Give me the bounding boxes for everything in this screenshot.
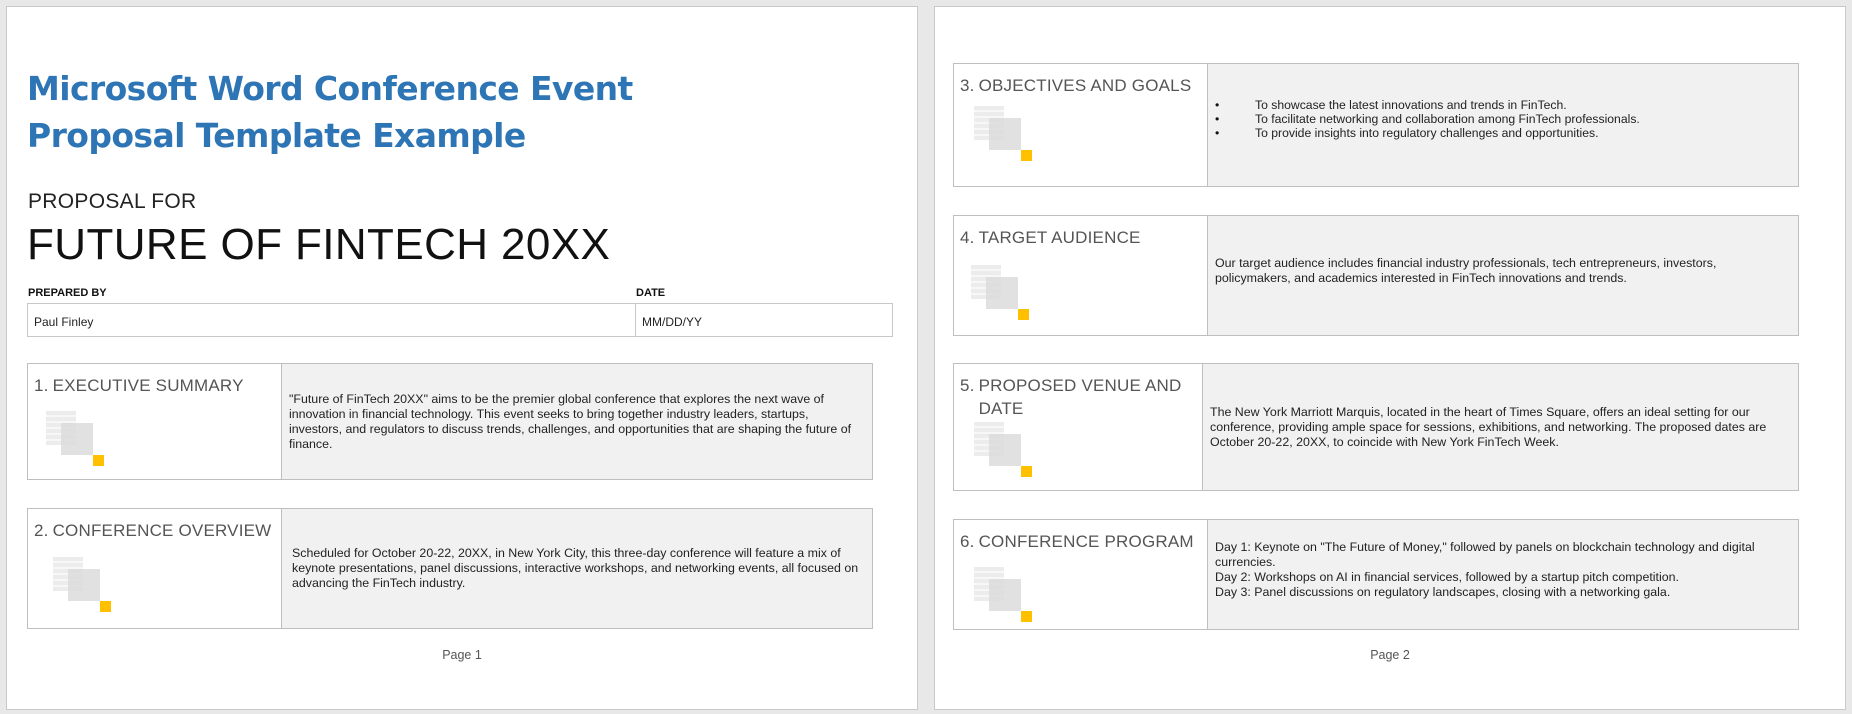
event-name: FUTURE OF FINTECH 20XX — [27, 220, 611, 269]
section-title — [960, 530, 1203, 553]
section-title — [960, 374, 1198, 420]
document-title: Microsoft Word Conference Event Proposal Template Example — [27, 69, 633, 155]
list-item: • To facilitate networking and collaboration among FinTech professionals. — [1215, 112, 1640, 126]
section-conference-program — [953, 519, 1799, 630]
section-title-text: TARGET AUDIENCE — [978, 228, 1141, 247]
section-target-audience — [953, 215, 1799, 336]
document-page-1 — [6, 6, 918, 710]
section-decoration-icon — [974, 422, 1034, 482]
section-body — [1208, 216, 1798, 335]
section-executive-summary — [27, 363, 873, 480]
section-number: 3. — [960, 76, 975, 95]
program-lines — [1215, 540, 1791, 600]
section-conference-overview — [27, 508, 873, 629]
section-body-text: Scheduled for October 20-22, 20XX, in New York City, this three-day conference will feature a mix of keynote presentations, panel discussions, interactive workshops, and networking events, all focused on advancing the FinTech industry. — [292, 546, 859, 590]
section-proposed-venue-and-date — [953, 363, 1799, 491]
section-title-text: OBJECTIVES AND GOALS — [978, 76, 1192, 95]
section-decoration-icon — [46, 411, 106, 471]
section-header-cell — [954, 216, 1208, 335]
goals-list — [1215, 98, 1640, 140]
page-number: Page 1 — [442, 648, 482, 662]
section-objectives-and-goals — [953, 63, 1799, 187]
section-header-cell — [954, 364, 1203, 490]
section-number: 5. — [960, 376, 975, 395]
date-field[interactable]: MM/DD/YY — [642, 315, 702, 329]
section-title-text: EXECUTIVE SUMMARY — [52, 376, 244, 395]
section-body-text: "Future of FinTech 20XX" aims to be the premier global conference that explores the next wave of innovation in financial technology. This event seeks to bring together industry leaders, startups, investors, and regulators to discuss trends, challenges, and opportunities that are shaping the future of finance. — [289, 391, 852, 451]
program-line-day-3: Day 3: Panel discussions on regulatory landscapes, closing with a networking gala. — [1215, 585, 1671, 599]
program-line-day-1: Day 1: Keynote on "The Future of Money," followed by panels on blockchain technology and digital currencies. — [1215, 540, 1755, 569]
proposal-for-label: PROPOSAL FOR — [28, 190, 197, 213]
section-header-cell — [28, 509, 282, 628]
section-decoration-icon — [971, 265, 1031, 325]
section-number: 4. — [960, 228, 975, 247]
section-header-cell — [28, 364, 282, 479]
document-page-2 — [934, 6, 1846, 710]
section-header-cell — [954, 520, 1208, 629]
section-title-text: PROPOSED VENUE AND DATE — [978, 376, 1182, 418]
section-title-text: CONFERENCE OVERVIEW — [52, 521, 272, 540]
section-number: 1. — [34, 376, 49, 395]
prepared-by-label: PREPARED BY — [28, 287, 107, 299]
section-number: 6. — [960, 532, 975, 551]
section-decoration-icon — [974, 106, 1034, 166]
section-body — [1208, 520, 1798, 629]
section-title — [34, 519, 277, 542]
date-label: DATE — [636, 287, 666, 299]
section-body — [282, 509, 872, 628]
section-body — [1208, 64, 1798, 186]
section-number: 2. — [34, 521, 49, 540]
section-decoration-icon — [974, 567, 1034, 627]
prepared-by-field[interactable]: Paul Finley — [28, 304, 636, 336]
section-body-text: Our target audience includes financial industry professionals, tech entrepreneurs, investors, policymakers, and academics interested in FinTech innovations and trends. — [1215, 255, 1717, 285]
prepared-by-date-row — [27, 303, 893, 337]
section-decoration-icon — [53, 557, 113, 617]
section-body — [1203, 364, 1798, 490]
page-number: Page 2 — [1370, 648, 1410, 662]
section-body-text: The New York Marriott Marquis, located in the heart of Times Square, offers an ideal setting for our conference, providing ample space for sessions, exhibitions, and networking. The proposed dates are October 20-22, 20XX, to coincide with New York FinTech Week. — [1210, 404, 1767, 449]
list-item: • To provide insights into regulatory challenges and opportunities. — [1215, 126, 1640, 140]
section-title — [960, 74, 1203, 97]
section-body — [282, 364, 872, 479]
section-title-text: CONFERENCE PROGRAM — [978, 532, 1194, 551]
list-item: • To showcase the latest innovations and trends in FinTech. — [1215, 98, 1640, 112]
section-header-cell — [954, 64, 1208, 186]
program-line-day-2: Day 2: Workshops on AI in financial services, followed by a startup pitch competition. — [1215, 570, 1679, 584]
section-title — [34, 374, 277, 397]
section-title — [960, 226, 1203, 249]
